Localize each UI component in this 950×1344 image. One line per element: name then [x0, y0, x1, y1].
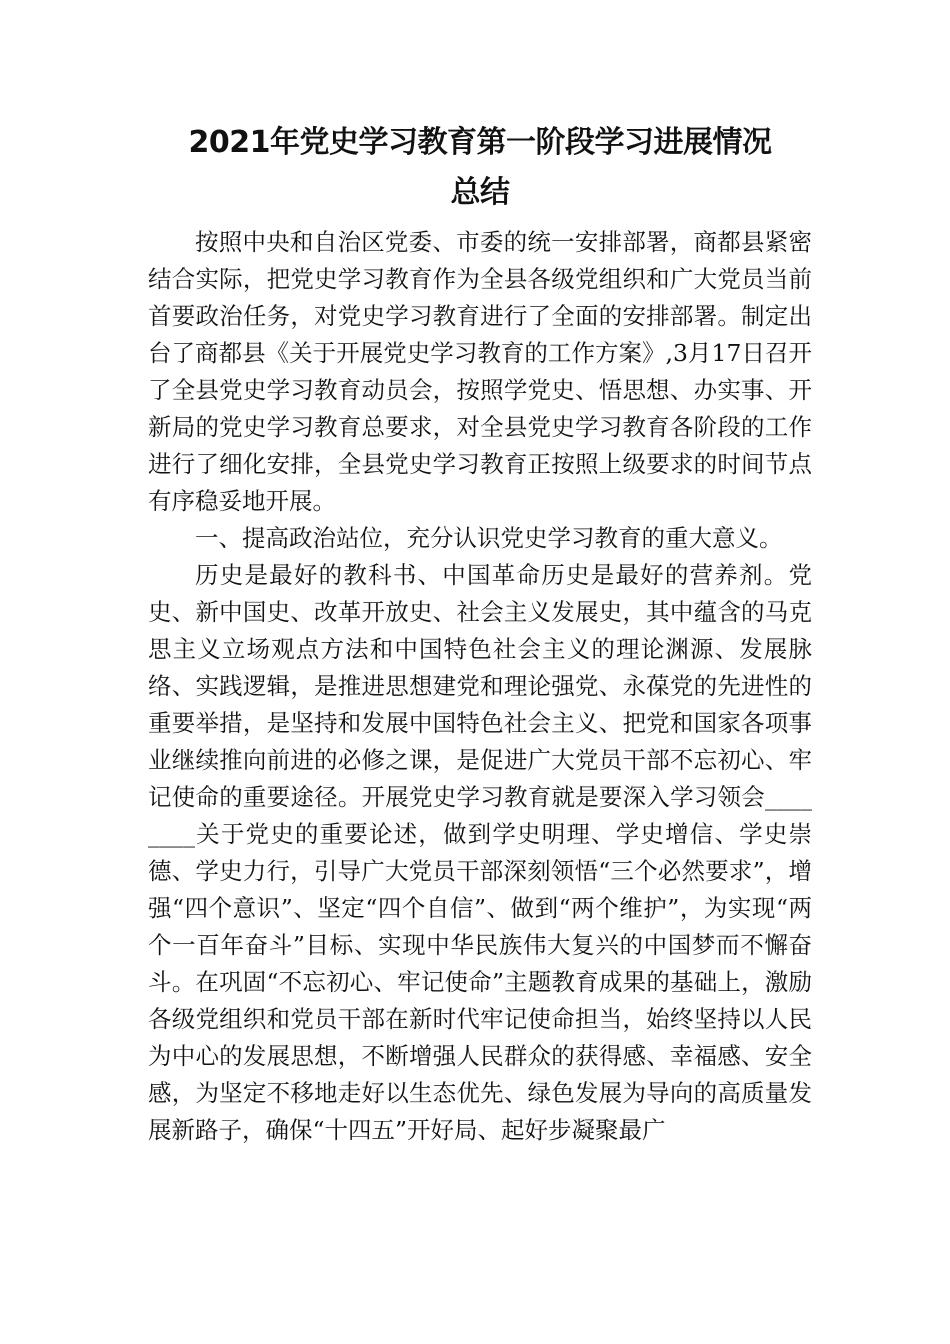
title-line-2: 总结 — [450, 175, 510, 210]
document-title — [148, 118, 812, 218]
paragraph-intro: 按照中央和自治区党委、市委的统一安排部署，商都县紧密结合实际，把党史学习教育作为全县各级党组织和广大党员当前首要政治任务，对党史学习教育进行了全面的安排部署。制定出台了商都县《关于开展党史学习教育的工作方案》,3月17日召开了全县党史学习教育动员会，按照学党史、悟思想、办实事、开新局的党史学习教育总要求，对全县党史学习教育各阶段的工作进行了细化安排，全县党史学习教育正按照上级要求的时间节点有序稳妥地开展。 — [148, 228, 812, 515]
document-page — [148, 118, 812, 1149]
section-heading-1: 一、提高政治站位，充分认识党史学习教育的重大意义。 — [195, 524, 783, 552]
paragraph-history: 历史是最好的教科书、中国革命历史是最好的营养剂。党史、新中国史、改革开放史、社会主义发展史，其中蕴含的马克思主义立场观点方法和中国特色社会主义的理论渊源、发展脉络、实践逻辑，是推进思想建党和理论强党、永葆党的先进性的重要举措，是坚持和发展中国特色社会主义、把党和国家各项事业继续推向前进的必修之课，是促进广大党员干部不忘初心、牢记使命的重要途径。开展党史学习教育就是要深入学习领会________关于党史的重要论述，做到学史明理、学史增信、学史崇德、学史力行，引导广大党员干部深刻领悟“三个必然要求”，增强“四个意识”、坚定“四个自信”、做到“两个维护”，为实现“两个一百年奋斗”目标、实现中华民族伟大复兴的中国梦而不懈奋斗。在巩固“不忘初心、牢记使命”主题教育成果的基础上，激励各级党组织和党员干部在新时代牢记使命担当，始终坚持以人民为中心的发展思想，不断增强人民群众的获得感、幸福感、安全感，为坚定不移地走好以生态优先、绿色发展为导向的高质量发展新路子，确保“十四五”开好局、起好步凝聚最广 — [148, 561, 812, 1144]
title-line-1: 2021年党史学习教育第一阶段学习进展情况 — [188, 125, 772, 160]
